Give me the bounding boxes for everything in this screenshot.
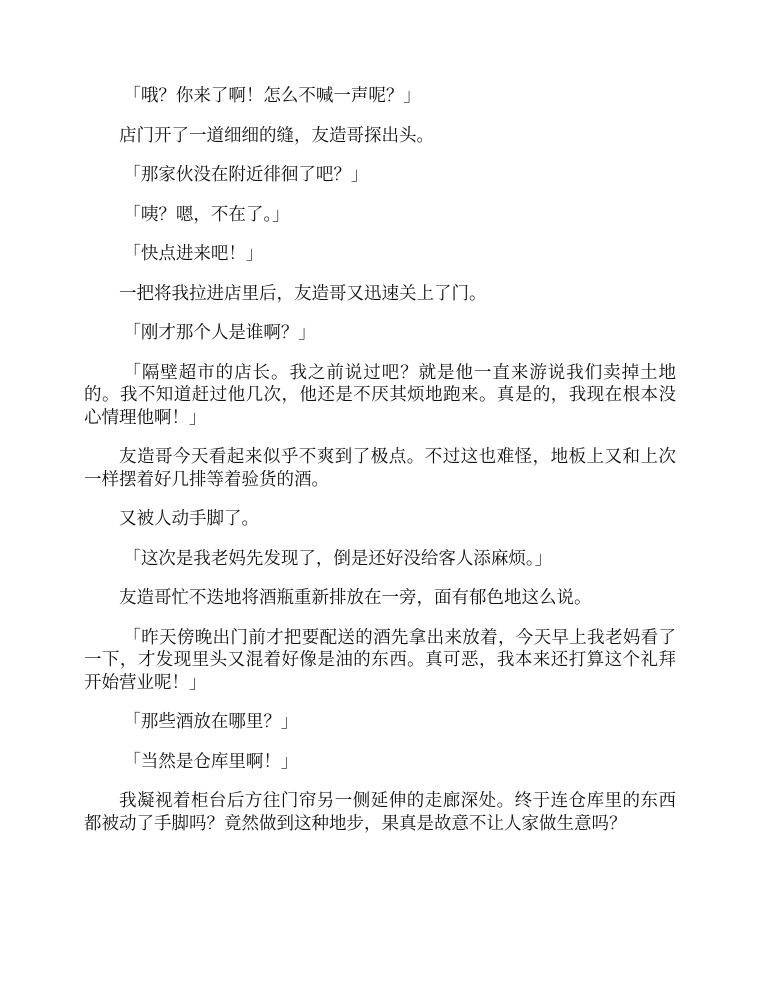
paragraph: 「隔壁超市的店长。我之前说过吧？就是他一直来游说我们卖掉土地的。我不知道赶过他几次，他还是不厌其烦地跑来。真是的，我现在根本没心情理他啊！」 xyxy=(84,362,676,428)
paragraph: 「当然是仓库里啊！」 xyxy=(123,751,299,772)
paragraph: 我凝视着柜台后方往门帘另一侧延伸的走廊深处。终于连仓库里的东西都被动了手脚吗？竟然做到这种地步，果真是故意不让人家做生意吗？ xyxy=(84,791,676,834)
paragraph: 「哦？你来了啊！怎么不喊一声呢？」 xyxy=(123,86,421,106)
paragraph: 又被人动手脚了。 xyxy=(119,509,259,529)
paragraph: 「快点进来吧！」 xyxy=(123,244,264,264)
paragraph: 店门开了一道细细的缝，友造哥探出头。 xyxy=(119,125,434,146)
document-page xyxy=(84,85,676,852)
paragraph: 友造哥忙不迭地将酒瓶重新排放在一旁，面有郁色地这么说。 xyxy=(119,588,592,608)
paragraph: 「那些酒放在哪里？」 xyxy=(123,712,299,732)
paragraph: 「昨天傍晚出门前才把要配送的酒先拿出来放着，今天早上我老妈看了一下，才发现里头又混着好像是油的东西。真可恶，我本来还打算这个礼拜开始营业呢！」 xyxy=(84,627,676,693)
paragraph: 「刚才那个人是谁啊？」 xyxy=(123,323,316,343)
paragraph: 「这次是我老妈先发现了，倒是还好没给客人添麻烦。」 xyxy=(123,548,553,569)
paragraph: 「那家伙没在附近徘徊了吧？」 xyxy=(123,165,369,185)
paragraph: 一把将我拉进店里后，友造哥又迅速关上了门。 xyxy=(119,283,487,304)
paragraph: 友造哥今天看起来似乎不爽到了极点。不过这也难怪，地板上又和上次一样摆着好几排等着验货的酒。 xyxy=(84,447,676,490)
paragraph: 「咦？嗯，不在了。」 xyxy=(123,204,290,225)
